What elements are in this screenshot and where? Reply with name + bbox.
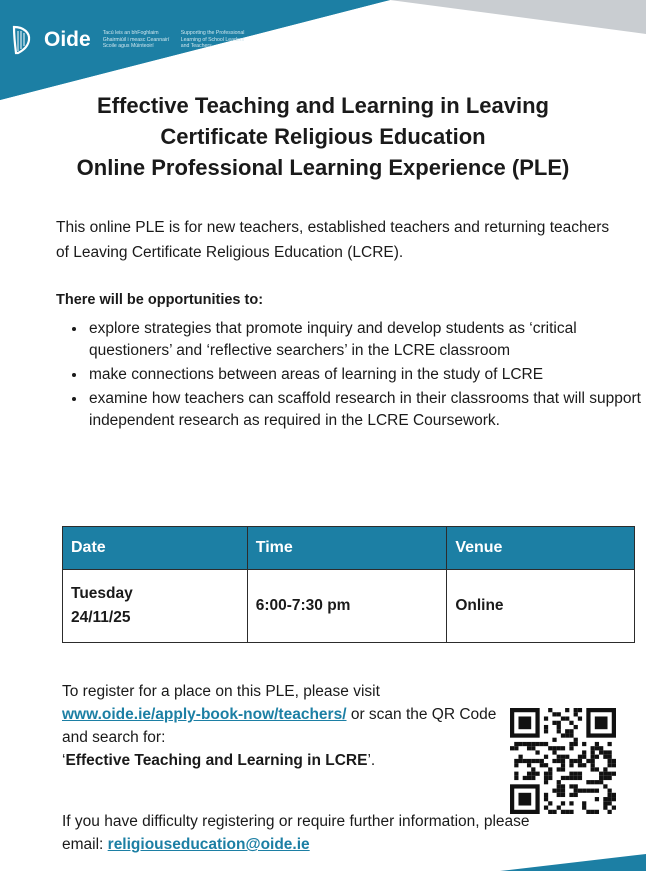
tagline-english: Supporting the Professional Learning of School Leaders and Teachers xyxy=(180,30,245,50)
register-link[interactable]: www.oide.ie/apply-book-now/teachers/ xyxy=(62,706,347,723)
title-line-2: Certificate Religious Education xyxy=(160,124,486,149)
tagline-irish: Tacú leis an bhFoghlaim Ghairmiúil i measc Ceannairí Scoile agus Múinteoirí xyxy=(102,30,170,50)
quote-close: ’. xyxy=(367,752,376,769)
register-text-2: or scan the QR Code and search for: xyxy=(62,706,497,746)
opportunities-heading: There will be opportunities to: xyxy=(56,292,264,308)
search-term: Effective Teaching and Learning in LCRE xyxy=(65,752,368,769)
help-email-link[interactable]: religiouseducation@oide.ie xyxy=(107,836,310,853)
harp-icon xyxy=(10,25,32,55)
quote-open: ‘ xyxy=(62,752,66,769)
date-weekday: Tuesday xyxy=(71,585,133,602)
cell-time: 6:00-7:30 pm xyxy=(247,570,447,643)
register-text-1: To register for a place on this PLE, please visit xyxy=(62,683,380,700)
register-paragraph xyxy=(62,680,512,772)
title-line-1: Effective Teaching and Learning in Leaving xyxy=(97,93,549,118)
title-line-3: Online Professional Learning Experience (PLE) xyxy=(76,155,570,180)
table-row xyxy=(63,570,635,643)
brand-name: Oide xyxy=(44,28,91,51)
brand-logo xyxy=(10,20,261,60)
cell-date xyxy=(63,570,248,643)
opportunities-list xyxy=(56,318,646,434)
list-item: • explore strategies that promote inquiry and develop students as ‘critical questioners’ and ‘reflective searchers’ in the LCRE classroom xyxy=(87,318,646,362)
header-time: Time xyxy=(247,527,447,570)
help-text: If you have difficulty registering or require further information, please email: xyxy=(62,813,530,853)
qr-code-icon[interactable] xyxy=(510,708,616,814)
list-item: • make connections between areas of learning in the study of LCRE xyxy=(87,364,646,386)
cell-venue: Online xyxy=(447,570,635,643)
list-item: • examine how teachers can scaffold research in their classrooms that will support independent research as required in the LCRE Coursework. xyxy=(87,388,646,432)
intro-paragraph: This online PLE is for new teachers, established teachers and returning teachers of Leaving Certificate Religious Education (LCRE). xyxy=(56,219,610,261)
header-date: Date xyxy=(63,527,248,570)
date-value: 24/11/25 xyxy=(71,609,131,626)
header-venue: Venue xyxy=(447,527,635,570)
page-title xyxy=(30,90,616,183)
table-header-row xyxy=(63,527,635,570)
footer-accent xyxy=(0,840,646,871)
schedule-table xyxy=(62,526,635,643)
